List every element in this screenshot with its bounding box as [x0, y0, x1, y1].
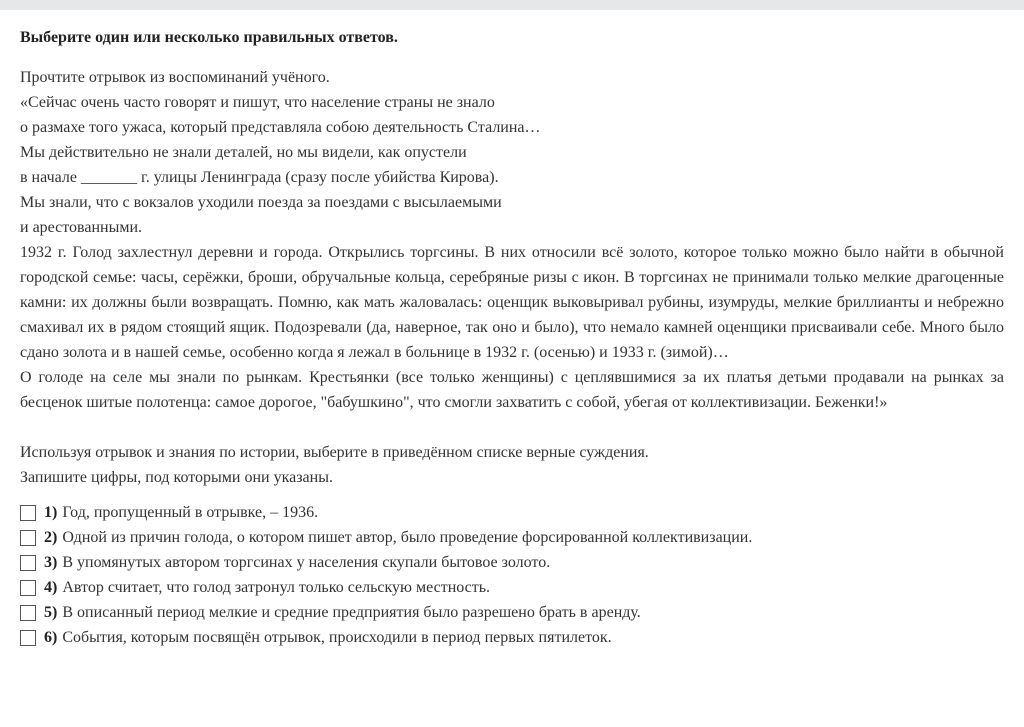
- answer-options: [20, 500, 1004, 650]
- checkbox[interactable]: [20, 505, 36, 521]
- passage-line: в начале _______ г. улицы Ленинграда (сразу после убийства Кирова).: [20, 169, 499, 186]
- option-text: Год, пропущенный в отрывке, – 1936.: [62, 504, 319, 521]
- answer-option-5[interactable]: [20, 600, 1004, 625]
- option-text: Одной из причин голода, о котором пишет автор, было проведение форсированной коллективизации.: [62, 529, 753, 546]
- option-number: 3): [44, 554, 58, 571]
- checkbox[interactable]: [20, 555, 36, 571]
- passage-paragraph: О голоде на селе мы знали по рынкам. Крестьянки (все только женщины) с цеплявшимися за их платья детьми продавали на рынках за бесценок шитые полотенца: самое дорогое, "бабушкино", что смогли захватить с собой, убегая от коллективизации. Беженки!»: [20, 369, 1004, 411]
- answer-option-3[interactable]: [20, 550, 1004, 575]
- passage-line: «Сейчас очень часто говорят и пишут, что население страны не знало: [20, 94, 495, 111]
- checkbox[interactable]: [20, 530, 36, 546]
- option-number: 6): [44, 629, 58, 646]
- passage-paragraph: 1932 г. Голод захлестнул деревни и города. Открылись торгсины. В них относили всё золото, которое только можно было найти в обычной городской семье: часы, серёжки, броши, обручальные кольца, серебряные ризы с икон. В торгсинах не принимали только мелкие драгоценные камни: их должны были возвращать. Помню, как мать жаловалась: оценщик выковыривал рубины, изумруды, мелкие бриллианты и небрежно смахивал их в рядом стоящий ящик. Подозревали (да, наверное, так оно и было), что немало камней оценщики присваивали себе. Много было сдано золота и в нашей семье, особенно когда я лежал в больнице в 1932 г. (осенью) и 1933 г. (зимой)…: [20, 244, 1004, 361]
- option-number: 5): [44, 604, 58, 621]
- source-passage: [20, 65, 1004, 415]
- answer-option-6[interactable]: [20, 625, 1004, 650]
- passage-line: о размахе того ужаса, который представляла собою деятельность Сталина…: [20, 119, 541, 136]
- task-description: [20, 440, 1004, 490]
- option-number: 4): [44, 579, 58, 596]
- option-number: 2): [44, 529, 58, 546]
- option-text: Автор считает, что голод затронул только сельскую местность.: [62, 579, 491, 596]
- passage-line: и арестованными.: [20, 219, 143, 236]
- answer-option-4[interactable]: [20, 575, 1004, 600]
- option-text: События, которым посвящён отрывок, происходили в период первых пятилеток.: [62, 629, 612, 646]
- option-number: 1): [44, 504, 58, 521]
- task-line: Запишите цифры, под которыми они указаны.: [20, 469, 333, 486]
- option-text: В описанный период мелкие и средние предприятия было разрешено брать в аренду.: [62, 604, 641, 621]
- checkbox[interactable]: [20, 605, 36, 621]
- question-instruction: Выберите один или несколько правильных ответов.: [20, 29, 398, 46]
- passage-intro: Прочтите отрывок из воспоминаний учёного.: [20, 69, 330, 86]
- task-line: Используя отрывок и знания по истории, выберите в приведённом списке верные суждения.: [20, 444, 649, 461]
- option-text: В упомянутых автором торгсинах у населения скупали бытовое золото.: [62, 554, 551, 571]
- question-content: [20, 25, 1004, 650]
- checkbox[interactable]: [20, 580, 36, 596]
- top-bar: [0, 0, 1024, 10]
- answer-option-1[interactable]: [20, 500, 1004, 525]
- passage-line: Мы знали, что с вокзалов уходили поезда за поездами с высылаемыми: [20, 194, 502, 211]
- answer-option-2[interactable]: [20, 525, 1004, 550]
- passage-line: Мы действительно не знали деталей, но мы видели, как опустели: [20, 144, 467, 161]
- checkbox[interactable]: [20, 630, 36, 646]
